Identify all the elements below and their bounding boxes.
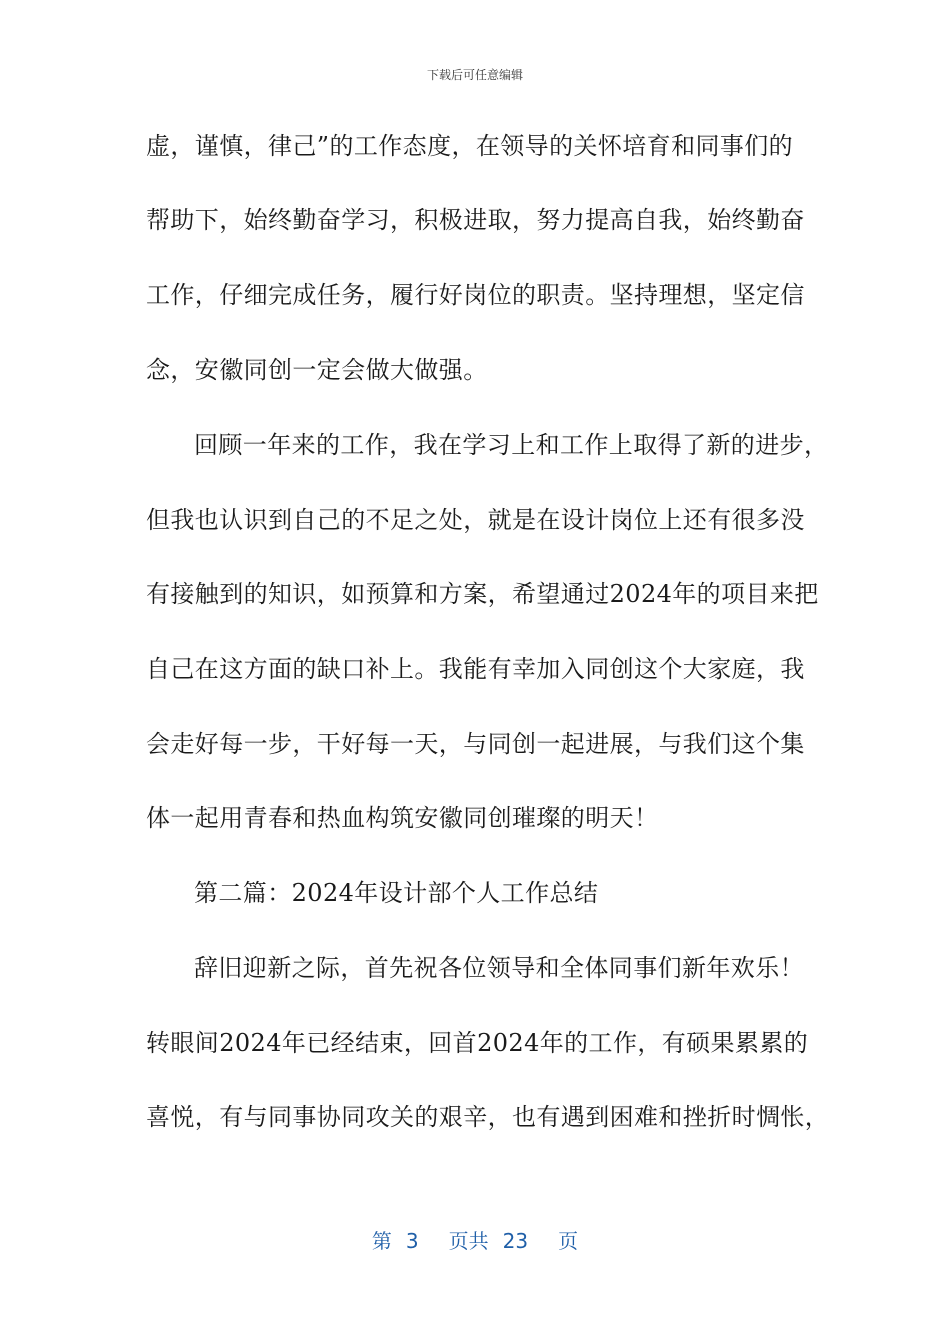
- text-line: 但我也认识到自己的不足之处，就是在设计岗位上还有很多没: [146, 506, 805, 534]
- text-line: 虚，谨慎，律己”的工作态度，在领导的关怀培育和同事们的: [146, 132, 794, 160]
- page-suffix: 页: [558, 1229, 579, 1253]
- page-header-note: 下载后可任意编辑: [426, 68, 523, 82]
- page-footer: [0, 1225, 950, 1254]
- page-number: 3: [405, 1229, 419, 1253]
- text-line: 工作，仔细完成任务，履行好岗位的职责。坚持理想，坚定信: [146, 281, 805, 309]
- text-line: 有接触到的知识，如预算和方案，希望通过2024年的项目来把: [146, 580, 819, 608]
- page-prefix: 第: [371, 1229, 392, 1253]
- paragraph-first-line: 回顾一年来的工作，我在学习上和工作上取得了新的进步，: [194, 431, 829, 459]
- text-line: 转眼间2024年已经结束，回首2024年的工作，有硕果累累的: [146, 1029, 809, 1057]
- text-line: 念，安徽同创一定会做大做强。: [146, 356, 488, 384]
- total-pages: 23: [502, 1229, 529, 1253]
- text-line: 体一起用青春和热血构筑安徽同创璀璨的明天！: [146, 804, 659, 832]
- paragraph-first-line: 辞旧迎新之际，首先祝各位领导和全体同事们新年欢乐！: [194, 954, 804, 982]
- page-mid: 页共: [448, 1229, 489, 1253]
- text-line: 帮助下，始终勤奋学习，积极进取，努力提高自我，始终勤奋: [146, 206, 805, 234]
- text-line: 喜悦，有与同事协同攻关的艰辛，也有遇到困难和挫折时惆怅，: [146, 1103, 830, 1131]
- text-line: 自己在这方面的缺口补上。我能有幸加入同创这个大家庭，我: [146, 655, 805, 683]
- section-heading: 第二篇：2024年设计部个人工作总结: [194, 879, 599, 907]
- text-line: 会走好每一步，干好每一天，与同创一起进展，与我们这个集: [146, 730, 805, 758]
